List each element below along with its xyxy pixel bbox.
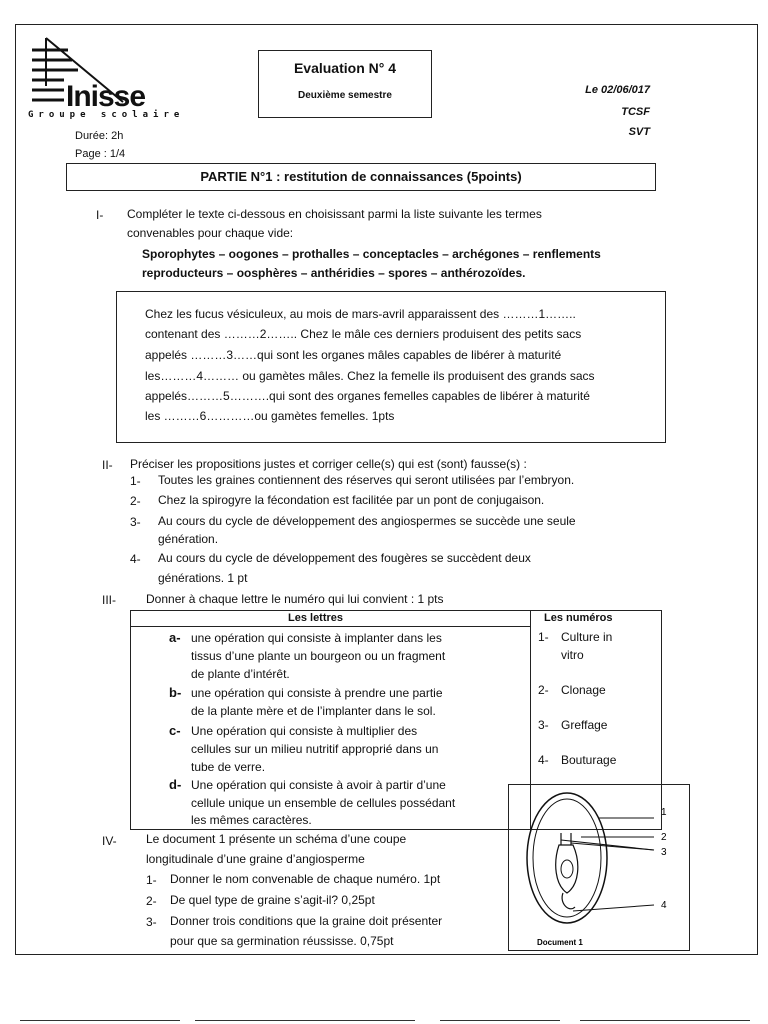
logo-subtitle: Groupe scolaire: [28, 110, 185, 120]
section-3-number: III-: [102, 593, 116, 607]
number-text: Greffage: [561, 718, 608, 732]
number-label: 4-: [538, 753, 549, 767]
bottom-rule: [580, 1020, 750, 1021]
evaluation-title-box: [258, 50, 432, 118]
list-item-continued: générations. 1 pt: [158, 571, 248, 585]
diagram-label-3: 3: [661, 847, 667, 858]
list-item-number: 3-: [146, 915, 157, 929]
fill-text-line: Chez les fucus vésiculeux, au mois de mars-avril apparaissent des ………1……..: [145, 307, 576, 321]
evaluation-title: Evaluation N° 4: [293, 60, 397, 76]
fill-text-line: les………4……… ou gamètes mâles. Chez la femelle ils produisent des grands sacs: [145, 369, 595, 383]
letter-text: une opération qui consiste à prendre une partie: [191, 686, 443, 700]
date-label: Le 02/06/017: [585, 84, 650, 96]
logo-text: Inisse: [66, 80, 146, 113]
column-header-numbers: Les numéros: [544, 612, 613, 624]
fill-in-text-box: [116, 291, 666, 443]
terms-list-1: Sporophytes – oogones – prothalles – conceptacles – archégones – renflements: [142, 247, 601, 261]
letter-label: d-: [169, 777, 182, 792]
diagram-label-2: 2: [661, 832, 667, 843]
class-label: TCSF: [621, 106, 650, 118]
letter-text: cellule unique un ensemble de cellules possédant: [191, 796, 456, 810]
duration-label: Durée: 2h: [75, 130, 124, 142]
number-text: Culture in: [561, 630, 613, 644]
fill-text-line: appelés………5……….qui sont des organes femelles capables de libérer à maturité: [145, 389, 590, 403]
partie-heading: PARTIE N°1 : restitution de connaissances (5points): [66, 163, 656, 191]
section-4-intro-2: longitudinale d’une graine d’angiosperme: [146, 852, 365, 866]
list-item: Au cours du cycle de développement des fougères se succèdent deux: [158, 551, 531, 565]
document-caption: Document 1: [537, 938, 583, 947]
section-1-instruction-2: convenables pour chaque vide:: [127, 226, 294, 240]
letter-text: les mêmes caractères.: [191, 813, 312, 827]
seed-section-diagram: [509, 785, 689, 950]
section-3-instruction: Donner à chaque lettre le numéro qui lui convient : 1 pts: [146, 592, 444, 606]
letter-text: tube de verre.: [191, 760, 266, 774]
document-1-figure: [508, 784, 690, 951]
list-item: Toutes les graines contiennent des réserves qui seront utilisées par l’embryon.: [158, 473, 575, 487]
terms-list-2: reproducteurs – oosphères – anthéridies – spores – anthérozoïdes.: [142, 266, 526, 280]
fill-text-line: les ………6…………ou gamètes femelles. 1pts: [145, 409, 395, 423]
letter-text: de la plante mère et de l’implanter dans le sol.: [191, 704, 436, 718]
list-item-continued: génération.: [158, 532, 219, 546]
fill-text-line: appelés ………3……qui sont les organes mâles capables de libérer à maturité: [145, 348, 562, 362]
list-item-continued: pour que sa germination réussisse. 0,75pt: [170, 934, 394, 948]
letter-label: a-: [169, 630, 181, 645]
letter-text: Une opération qui consiste à multiplier des: [191, 724, 418, 738]
list-item-number: 3-: [130, 515, 141, 529]
list-item-number: 4-: [130, 552, 141, 566]
subject-label: SVT: [628, 126, 650, 138]
letter-text: tissus d’une plante un bourgeon ou un fragment: [191, 649, 446, 663]
number-label: 2-: [538, 683, 549, 697]
letter-text: une opération qui consiste à implanter dans les: [191, 631, 442, 645]
diagram-label-1: 1: [661, 807, 667, 818]
letter-text: de plante d’intérêt.: [191, 667, 290, 681]
list-item: Donner le nom convenable de chaque numéro. 1pt: [170, 872, 441, 886]
fill-text-line: contenant des ………2…….. Chez le mâle ces derniers produisent des petits sacs: [145, 327, 582, 341]
column-header-letters: Les lettres: [288, 612, 344, 624]
number-label: 1-: [538, 630, 549, 644]
semester-label: Deuxième semestre: [298, 90, 392, 101]
diagram-label-4: 4: [661, 900, 667, 911]
section-1-instruction-1: Compléter le texte ci-dessous en choisissant parmi la liste suivante les termes: [127, 207, 542, 221]
bottom-rule: [20, 1020, 180, 1021]
list-item: De quel type de graine s’agit-il? 0,25pt: [170, 893, 375, 907]
number-text: Bouturage: [561, 753, 617, 767]
list-item-number: 1-: [130, 474, 141, 488]
letter-label: b-: [169, 685, 182, 700]
letter-label: c-: [169, 723, 181, 738]
number-text: vitro: [561, 648, 584, 662]
section-2-instruction: Préciser les propositions justes et corriger celle(s) qui est (sont) fausse(s) :: [130, 457, 527, 471]
section-4-intro-1: Le document 1 présente un schéma d’une coupe: [146, 832, 407, 846]
list-item-number: 1-: [146, 873, 157, 887]
number-label: 3-: [538, 718, 549, 732]
list-item: Au cours du cycle de développement des angiospermes se succède une seule: [158, 514, 576, 528]
number-text: Clonage: [561, 683, 606, 697]
list-item-number: 2-: [146, 894, 157, 908]
list-item: Chez la spirogyre la fécondation est facilitée par un pont de conjugaison.: [158, 493, 545, 507]
bottom-rule: [195, 1020, 415, 1021]
list-item-number: 2-: [130, 494, 141, 508]
bottom-rule: [440, 1020, 560, 1021]
section-1-number: I-: [96, 208, 104, 222]
section-2-number: II-: [102, 458, 113, 472]
letter-text: cellules sur un milieu nutritif approprié dans un: [191, 742, 439, 756]
list-item: Donner trois conditions que la graine doit présenter: [170, 914, 443, 928]
letter-text: Une opération qui consiste à avoir à partir d’une: [191, 778, 446, 792]
page-label: Page : 1/4: [75, 148, 126, 160]
section-4-number: IV-: [102, 834, 117, 848]
